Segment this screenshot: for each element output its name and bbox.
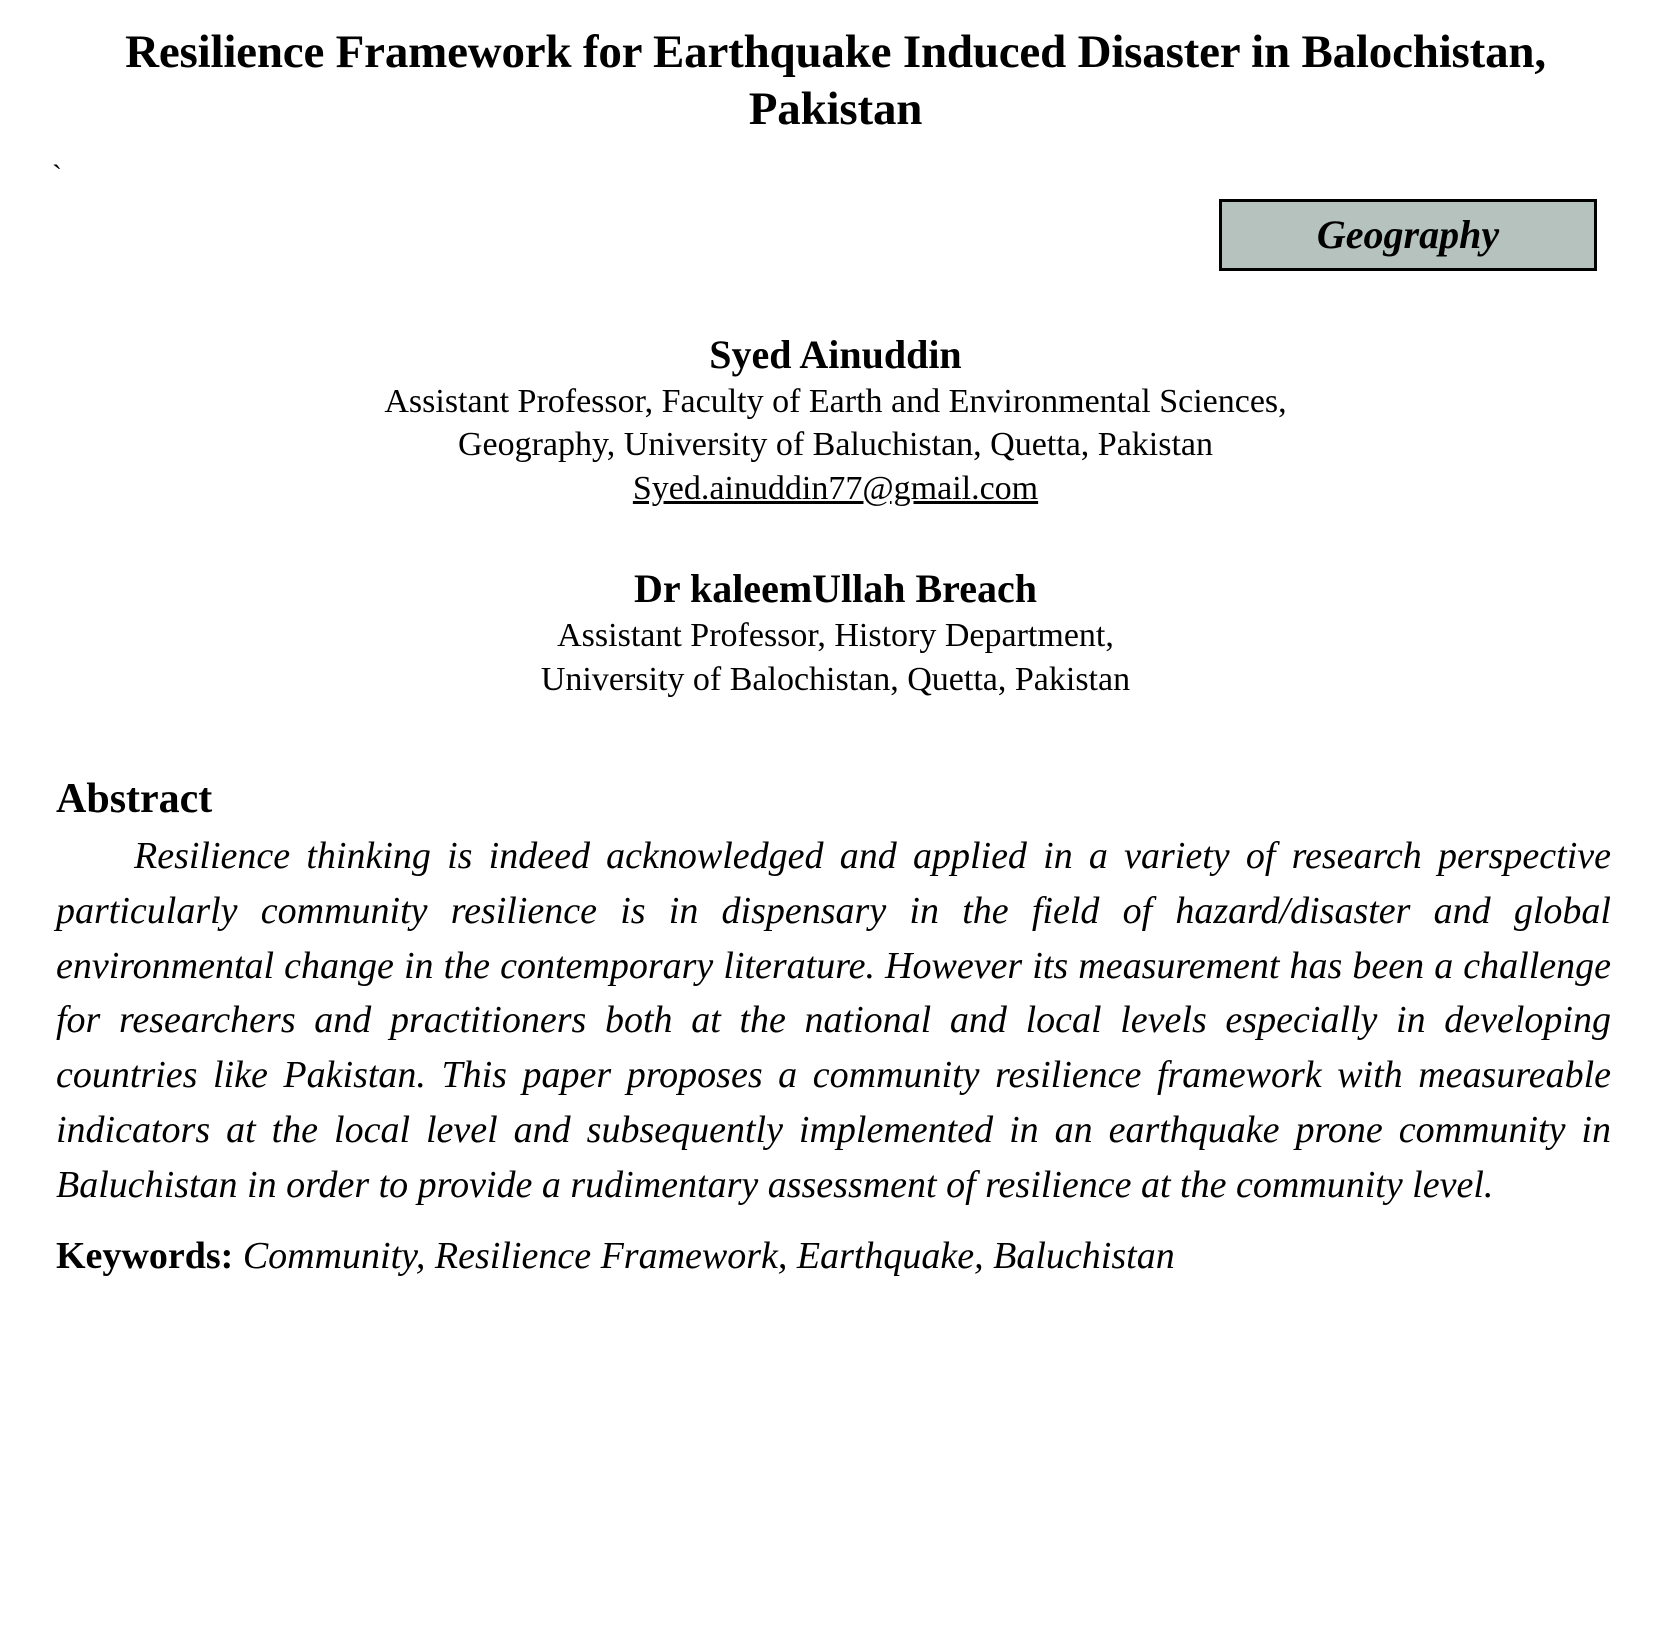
stray-mark: ` (52, 158, 62, 192)
paper-page (0, 24, 1671, 1650)
author-affiliation-line-1: Assistant Professor, Faculty of Earth and Environmental Sciences, (384, 382, 1287, 420)
author-block-primary (52, 329, 1619, 511)
author-affiliation-line-1: Assistant Professor, History Department, (557, 617, 1114, 655)
keywords-label: Keywords: (56, 1235, 234, 1278)
keywords-line (56, 1234, 1619, 1278)
author-name: Syed Ainuddin (709, 331, 962, 377)
author-email-link[interactable]: Syed.ainuddin77@gmail.com (632, 469, 1039, 507)
author-block-secondary (52, 563, 1619, 701)
abstract-heading: Abstract (56, 776, 213, 823)
page-title: Resilience Framework for Earthquake Induced Disaster in Balochistan, Pakistan (125, 26, 1546, 136)
subject-badge: Geography (1219, 199, 1597, 271)
author-affiliation-line-2: Geography, University of Baluchistan, Quetta, Pakistan (457, 426, 1214, 464)
author-name: Dr kaleemUllah Breach (634, 566, 1037, 612)
abstract-text: Resilience thinking is indeed acknowledged and applied in a variety of research perspective particularly community resilience is in dispensary in the field of hazard/disaster and global environmental change in the contemporary literature. However its measurement has been a challenge for researchers and practitioners both at the national and local levels especially in developing countries like Pakistan. This paper proposes a community resilience framework with measureable indicators at the local level and subsequently implemented in an earthquake prone community in Baluchistan in order to provide a rudimentary assessment of resilience at the community level. (56, 835, 1611, 1206)
author-affiliation-line-2: University of Balochistan, Quetta, Pakistan (540, 660, 1131, 698)
keywords-value: Community, Resilience Framework, Earthquake, Baluchistan (242, 1235, 1175, 1278)
subject-badge-row (52, 199, 1619, 271)
